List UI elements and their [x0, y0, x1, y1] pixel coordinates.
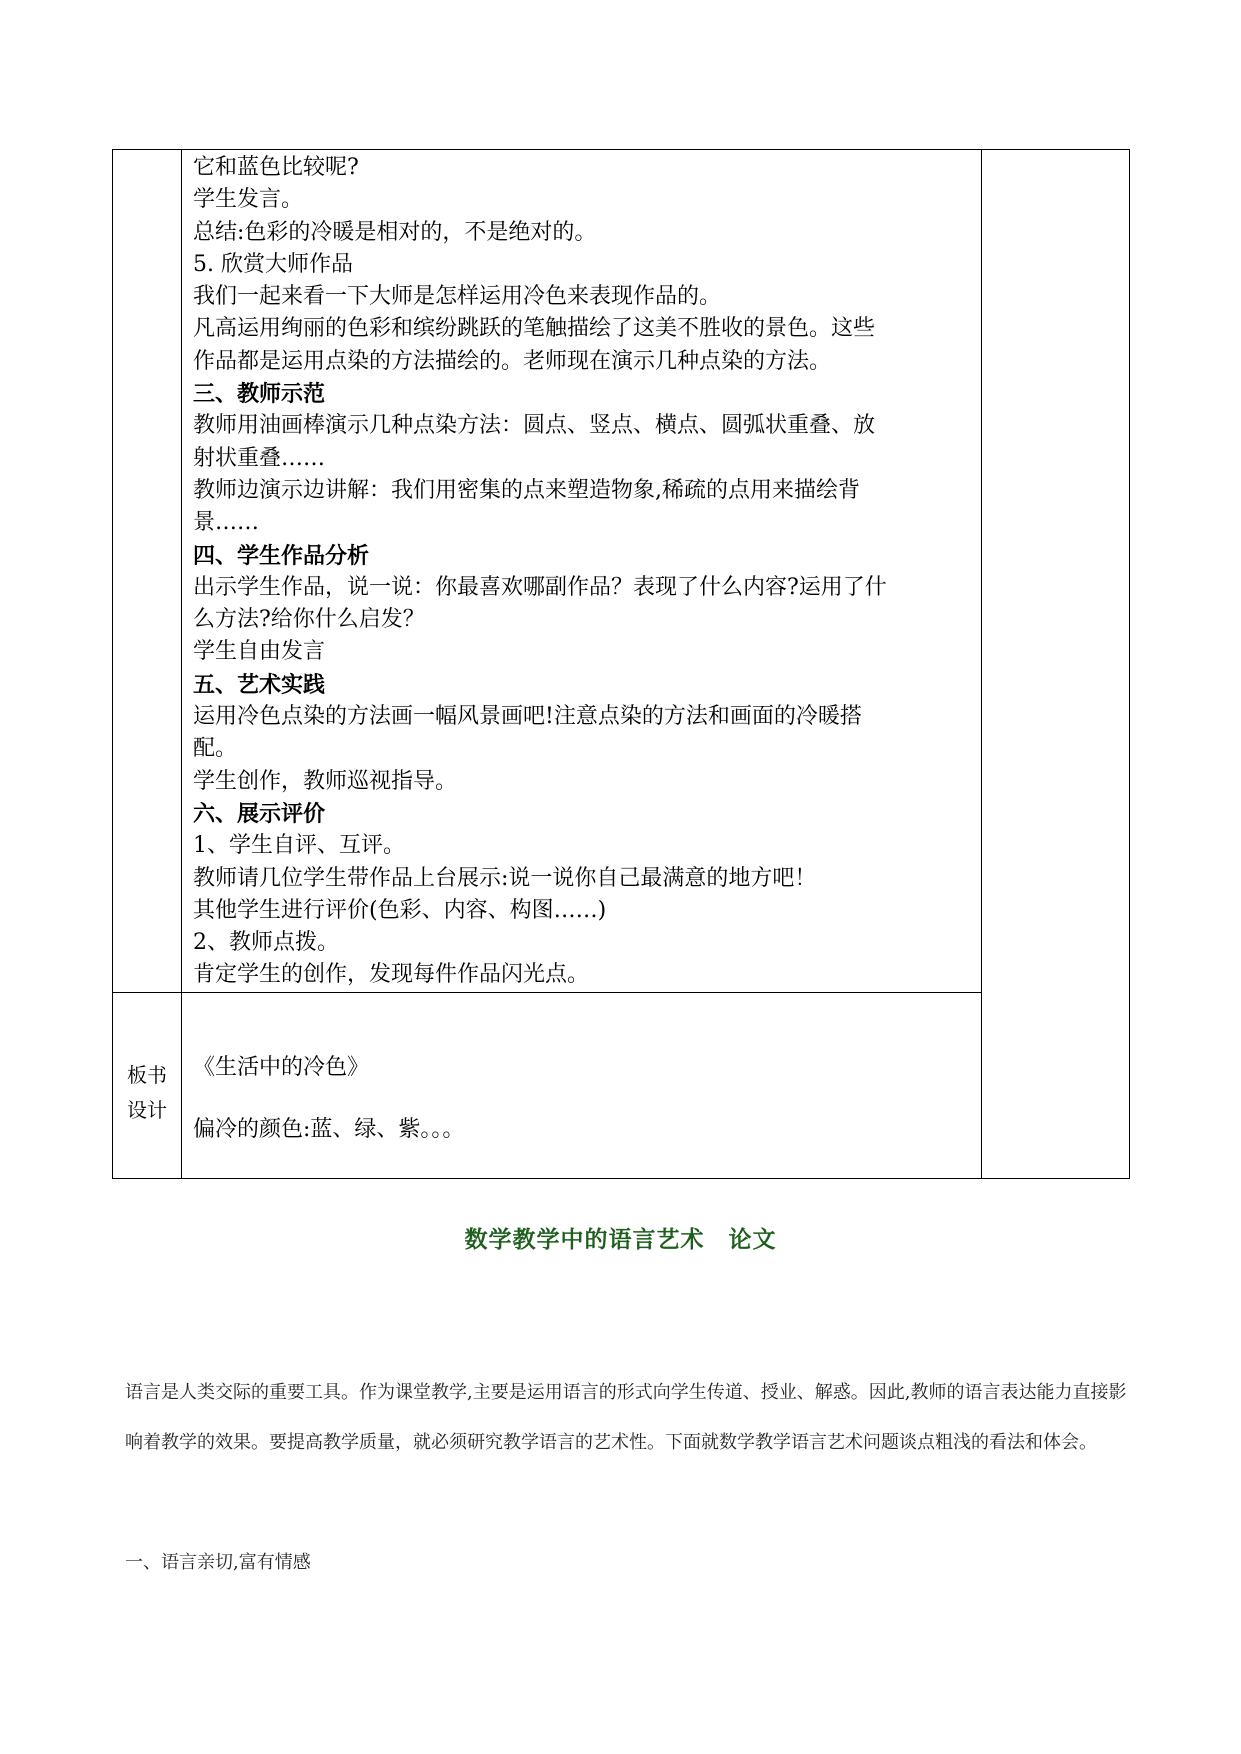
lesson-line: 教师边演示边讲解：我们用密集的点来塑造物象,稀疏的点用来描绘背	[193, 477, 860, 503]
lesson-plan-table	[112, 149, 1130, 1179]
lesson-line: 教师用油画棒演示几种点染方法：圆点、竖点、横点、圆弧状重叠、放	[193, 413, 876, 439]
lesson-section-heading: 五、艺术实践	[193, 671, 326, 698]
lesson-line: 凡高运用绚丽的色彩和缤纷跳跃的笔触描绘了这美不胜收的景色。这些	[193, 316, 876, 342]
lesson-section-heading: 六、展示评价	[193, 800, 326, 827]
lesson-line: 1、学生自评、互评。	[193, 833, 405, 859]
lesson-line: 学生自由发言	[193, 639, 326, 665]
board-design-cell	[193, 1050, 464, 1144]
lesson-line: 作品都是运用点染的方法描绘的。老师现在演示几种点染的方法。	[193, 348, 832, 374]
lesson-section-heading: 三、教师示范	[193, 381, 326, 408]
lesson-line: 2、教师点拨。	[193, 930, 339, 956]
paper-title: 数学教学中的语言艺术 论文	[464, 1226, 777, 1253]
board-content: 偏冷的颜色:蓝、绿、紫。。。	[193, 1117, 465, 1142]
lesson-line: 它和蓝色比较呢?	[193, 155, 359, 180]
lesson-line: 么方法?给你什么启发？	[193, 607, 425, 633]
lesson-line: 学生创作，教师巡视指导。	[193, 768, 458, 794]
board-label-line2: 设计	[127, 1098, 167, 1122]
lesson-line: 配。	[193, 736, 238, 762]
section-heading-1: 一、语言亲切,富有情感	[125, 1552, 311, 1573]
lesson-line: 教师请几位学生带作品上台展示:说一说你自己最满意的地方吧！	[193, 865, 817, 891]
board-title: 《生活中的冷色》	[193, 1055, 370, 1080]
lesson-section-heading: 四、学生作品分析	[193, 542, 370, 569]
table-column-divider-left	[181, 150, 182, 1178]
paper-paragraph: 语言是人类交际的重要工具。作为课堂教学,主要是运用语言的形式向学生传道、授业、解惑。因此,教师的语言表达能力直接影响着教学的效果。要提高教学质量，就必须研究教学语言的艺术性。下面就数学教学语言艺术问题谈点粗浅的看法和体会。	[125, 1382, 1127, 1453]
lesson-line: 5. 欣赏大师作品	[193, 251, 353, 277]
lesson-line: 出示学生作品，说一说：你最喜欢哪副作品？表现了什么内容?运用了什	[193, 574, 887, 600]
table-row-divider	[113, 992, 982, 993]
lesson-line: 景……	[193, 510, 260, 536]
lesson-line: 我们一起来看一下大师是怎样运用冷色来表现作品的。	[193, 284, 722, 310]
lesson-line: 肯定学生的创作，发现每件作品闪光点。	[193, 962, 590, 988]
lesson-line: 总结:色彩的冷暖是相对的，不是绝对的。	[193, 219, 597, 245]
lesson-content-cell	[193, 152, 985, 992]
lesson-line: 其他学生进行评价(色彩、内容、构图……)	[193, 897, 607, 923]
board-design-label	[123, 1058, 171, 1128]
lesson-line: 学生发言。	[193, 187, 304, 213]
board-label-line1: 板书	[127, 1063, 167, 1087]
lesson-line: 运用冷色点染的方法画一幅风景画吧!注意点染的方法和画面的冷暖搭	[193, 704, 862, 730]
lesson-line: 射状重叠……	[193, 445, 326, 471]
